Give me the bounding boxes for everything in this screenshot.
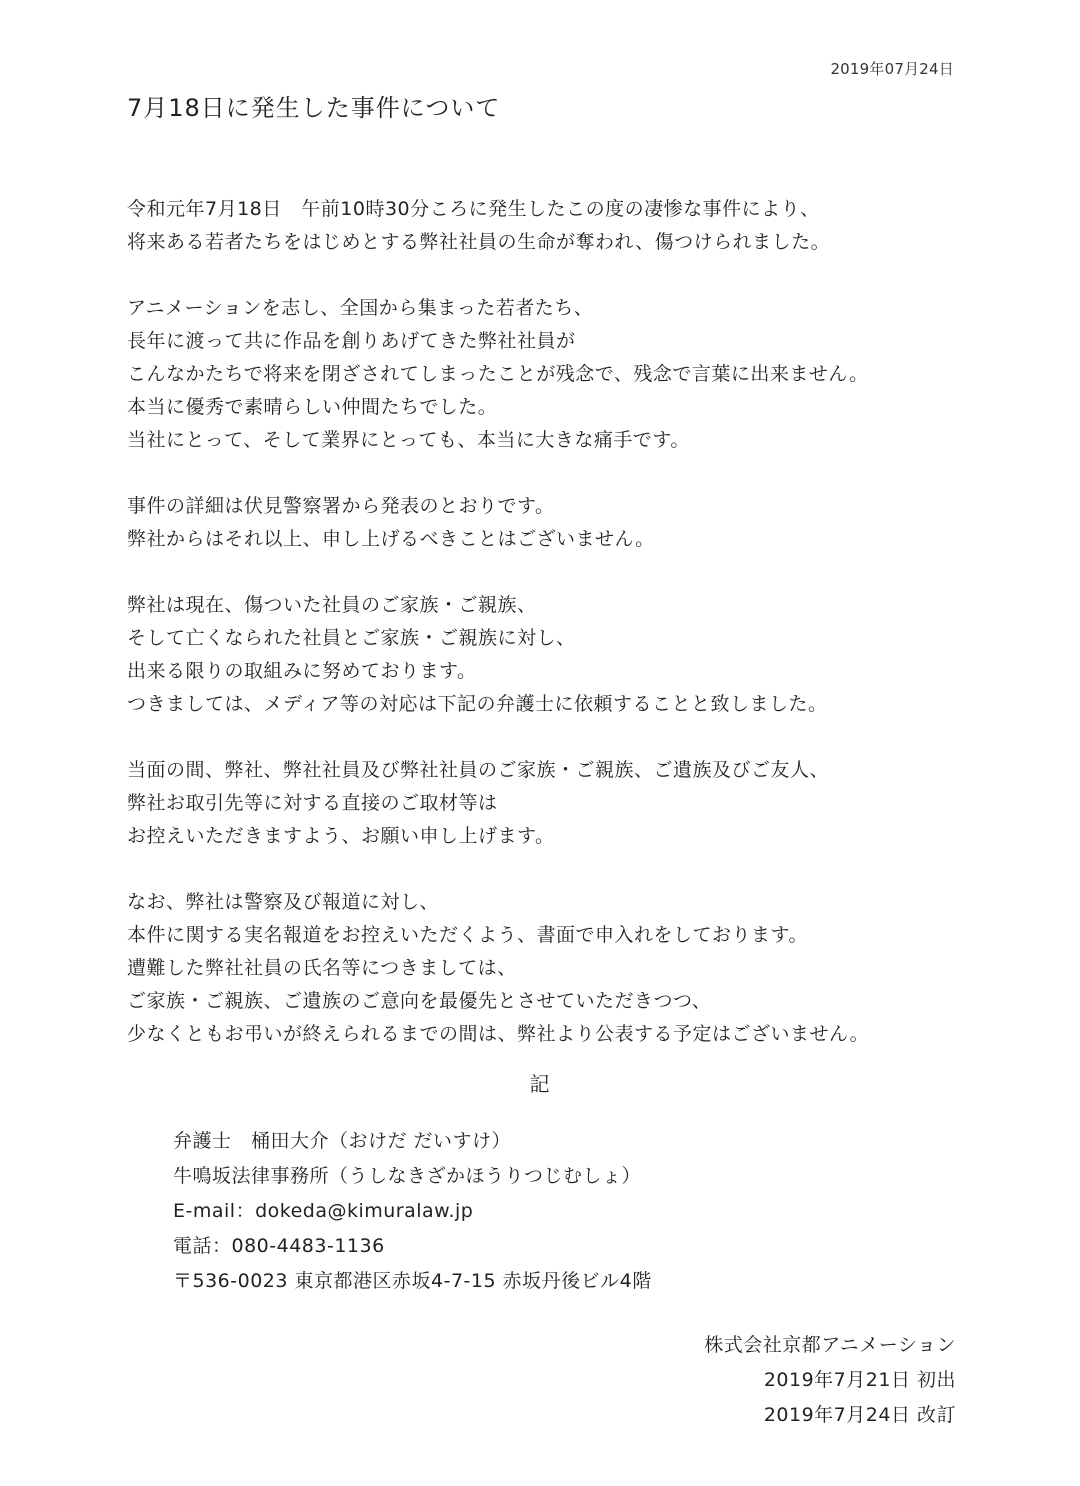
paragraph bbox=[127, 292, 957, 457]
paragraph-line: 長年に渡って共に作品を創りあげてきた弊社社員が bbox=[127, 330, 576, 352]
paragraph-line: 弊社お取引先等に対する直接のご取材等は bbox=[127, 792, 498, 814]
paragraph-line: つきましては、メディア等の対応は下記の弁護士に依頼することと致しました。 bbox=[127, 693, 828, 715]
statement-body bbox=[127, 193, 957, 1084]
paragraph-line: 令和元年7月18日 午前10時30分ころに発生したこの度の凄惨な事件により、 bbox=[127, 198, 820, 220]
document-date: 2019年07月24日 bbox=[830, 60, 954, 78]
paragraph-line: 当社にとって、そして業界にとっても、本当に大きな痛手です。 bbox=[127, 429, 690, 451]
paragraph-line: 将来ある若者たちをはじめとする弊社社員の生命が奪われ、傷つけられました。 bbox=[127, 231, 831, 253]
paragraph bbox=[127, 886, 957, 1051]
paragraph-line: 少なくともお弔いが終えられるまでの間は、弊社より公表する予定はございません。 bbox=[127, 1023, 870, 1045]
paragraph-line: お控えいただきますよう、お願い申し上げます。 bbox=[127, 825, 555, 847]
paragraph-line: アニメーションを志し、全国から集まった若者たち、 bbox=[127, 297, 594, 319]
paragraph-line: なお、弊社は警察及び報道に対し、 bbox=[127, 891, 440, 913]
law-firm-name: 牛鳴坂法律事務所（うしなきざかほうりつじむしょ） bbox=[173, 1165, 642, 1187]
lawyer-name: 弁護士 桶田大介（おけだ だいすけ） bbox=[173, 1130, 512, 1152]
paragraph-line: ご家族・ご親族、ご遺族のご意向を最優先とさせていただきつつ、 bbox=[127, 990, 712, 1012]
paragraph-line: 出来る限りの取組みに努めております。 bbox=[127, 660, 477, 682]
paragraph-line: 当面の間、弊社、弊社社員及び弊社社員のご家族・ご親族、ご遺族及びご友人、 bbox=[127, 759, 830, 781]
company-name: 株式会社京都アニメーション bbox=[704, 1334, 956, 1356]
revision-date: 2019年7月24日 改訂 bbox=[763, 1404, 956, 1426]
paragraph-line: 事件の詳細は伏見警察署から発表のとおりです。 bbox=[127, 495, 555, 517]
paragraph-line: こんなかたちで将来を閉ざされてしまったことが残念で、残念で言葉に出来ません。 bbox=[127, 363, 869, 385]
paragraph bbox=[127, 589, 957, 721]
contact-phone: 電話：080-4483-1136 bbox=[173, 1235, 385, 1257]
paragraph-line: 遭難した弊社社員の氏名等につきましては、 bbox=[127, 957, 517, 979]
paragraph bbox=[127, 490, 957, 556]
contact-email: E-mail：dokeda@kimuralaw.jp bbox=[173, 1200, 474, 1222]
paragraph bbox=[127, 193, 957, 259]
paragraph-line: 本件に関する実名報道をお控えいただくよう、書面で申入れをしております。 bbox=[127, 924, 808, 946]
paragraph-line: 本当に優秀で素晴らしい仲間たちでした。 bbox=[127, 396, 498, 418]
signature bbox=[704, 1328, 956, 1433]
contact-address: 〒536-0023 東京都港区赤坂4-7-15 赤坂丹後ビル4階 bbox=[173, 1270, 652, 1292]
document-title: 7月18日に発生した事件について bbox=[127, 94, 501, 122]
note-heading: 記 bbox=[529, 1072, 551, 1096]
paragraph-line: 弊社は現在、傷ついた社員のご家族・ご親族、 bbox=[127, 594, 537, 616]
lawyer-contact bbox=[173, 1124, 652, 1299]
paragraph-line: そして亡くなられた社員とご家族・ご親族に対し、 bbox=[127, 627, 576, 649]
paragraph bbox=[127, 754, 957, 853]
first-issue-date: 2019年7月21日 初出 bbox=[763, 1369, 956, 1391]
paragraph-line: 弊社からはそれ以上、申し上げるべきことはございません。 bbox=[127, 528, 655, 550]
